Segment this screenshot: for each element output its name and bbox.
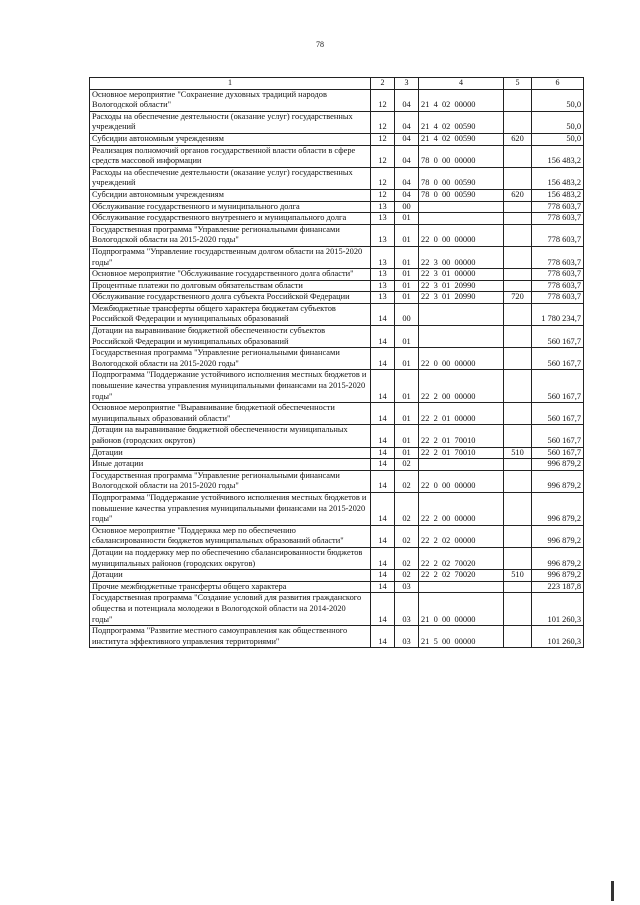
row-expense-type-cell (504, 348, 532, 370)
row-section-cell: 12 (371, 133, 395, 145)
table-row (90, 547, 584, 569)
table-row (90, 593, 584, 626)
row-amount-cell: 778 603,7 (532, 213, 584, 225)
row-section-cell: 13 (371, 269, 395, 281)
row-name-cell: Подпрограмма "Развитие местного самоуправления как общественного института эффективного управления территориями" (90, 626, 371, 648)
row-amount-cell: 50,0 (532, 133, 584, 145)
row-target-article-cell: 22 2 02 70020 (419, 547, 504, 569)
row-section-cell: 14 (371, 492, 395, 525)
row-name-cell: Основное мероприятие "Обслуживание государственного долга области" (90, 269, 371, 281)
row-target-article-cell: 22 3 00 00000 (419, 246, 504, 268)
row-subsection-cell: 04 (395, 145, 419, 167)
row-target-article-cell: 21 4 02 00590 (419, 111, 504, 133)
row-expense-type-cell (504, 269, 532, 281)
row-expense-type-cell (504, 525, 532, 547)
row-target-article-cell: 22 2 00 00000 (419, 492, 504, 525)
row-amount-cell: 996 879,2 (532, 525, 584, 547)
row-name-cell: Дотации на выравнивание бюджетной обеспеченности муниципальных районов (городских округов) (90, 425, 371, 447)
row-amount-cell: 778 603,7 (532, 246, 584, 268)
row-section-cell: 14 (371, 425, 395, 447)
row-target-article-cell: 22 2 01 00000 (419, 403, 504, 425)
row-target-article-cell: 22 0 00 00000 (419, 348, 504, 370)
row-amount-cell: 560 167,7 (532, 425, 584, 447)
row-target-article-cell (419, 303, 504, 325)
row-name-cell: Межбюджетные трансферты общего характера бюджетам субъектов Российской Федерации и муниципальных образований (90, 303, 371, 325)
table-row (90, 224, 584, 246)
row-section-cell: 12 (371, 89, 395, 111)
row-subsection-cell: 04 (395, 111, 419, 133)
row-expense-type-cell (504, 224, 532, 246)
row-section-cell: 12 (371, 111, 395, 133)
row-expense-type-cell (504, 326, 532, 348)
row-subsection-cell: 04 (395, 133, 419, 145)
col-header-expense-type: 5 (504, 78, 532, 90)
col-header-name: 1 (90, 78, 371, 90)
row-amount-cell: 101 260,3 (532, 626, 584, 648)
row-expense-type-cell (504, 593, 532, 626)
table-row (90, 459, 584, 471)
table-row (90, 145, 584, 167)
row-target-article-cell: 78 0 00 00000 (419, 145, 504, 167)
table-row (90, 525, 584, 547)
row-subsection-cell: 04 (395, 167, 419, 189)
row-subsection-cell: 01 (395, 224, 419, 246)
row-subsection-cell: 01 (395, 326, 419, 348)
row-expense-type-cell (504, 213, 532, 225)
row-target-article-cell: 21 5 00 00000 (419, 626, 504, 648)
row-target-article-cell: 22 2 02 00000 (419, 525, 504, 547)
row-target-article-cell: 22 2 00 00000 (419, 370, 504, 403)
row-name-cell: Государственная программа "Создание условий для развития гражданского общества и потенциала молодежи в Вологодской области на 2014-2020 годы" (90, 593, 371, 626)
row-name-cell: Обслуживание государственного и муниципального долга (90, 201, 371, 213)
row-target-article-cell: 21 4 02 00000 (419, 89, 504, 111)
row-expense-type-cell: 620 (504, 189, 532, 201)
col-header-target-article: 4 (419, 78, 504, 90)
row-section-cell: 14 (371, 326, 395, 348)
row-section-cell: 13 (371, 246, 395, 268)
row-expense-type-cell (504, 492, 532, 525)
row-amount-cell: 101 260,3 (532, 593, 584, 626)
row-amount-cell: 996 879,2 (532, 547, 584, 569)
row-target-article-cell: 22 0 00 00000 (419, 224, 504, 246)
row-amount-cell: 50,0 (532, 111, 584, 133)
row-section-cell: 12 (371, 189, 395, 201)
row-amount-cell: 223 187,8 (532, 581, 584, 593)
row-subsection-cell: 01 (395, 403, 419, 425)
row-section-cell: 14 (371, 459, 395, 471)
row-name-cell: Прочие межбюджетные трансферты общего характера (90, 581, 371, 593)
row-expense-type-cell (504, 89, 532, 111)
row-target-article-cell: 22 3 01 20990 (419, 292, 504, 304)
page-number: 78 (316, 40, 324, 49)
row-name-cell: Дотации на поддержку мер по обеспечению сбалансированности бюджетов муниципальных районов (городских округов) (90, 547, 371, 569)
row-subsection-cell: 02 (395, 459, 419, 471)
table-body (90, 89, 584, 648)
row-section-cell: 14 (371, 525, 395, 547)
row-amount-cell: 1 780 234,7 (532, 303, 584, 325)
row-name-cell: Государственная программа "Управление региональными финансами Вологодской области на 2015-2020 годы" (90, 348, 371, 370)
row-target-article-cell: 21 0 00 00000 (419, 593, 504, 626)
row-subsection-cell: 01 (395, 292, 419, 304)
row-subsection-cell: 01 (395, 370, 419, 403)
row-name-cell: Процентные платежи по долговым обязательствам области (90, 280, 371, 292)
table-header-row (90, 78, 584, 90)
table-row (90, 201, 584, 213)
col-header-amount: 6 (532, 78, 584, 90)
table-row (90, 303, 584, 325)
row-expense-type-cell (504, 145, 532, 167)
row-name-cell: Реализация полномочий органов государственной власти области в сфере средств массовой информации (90, 145, 371, 167)
row-subsection-cell: 02 (395, 470, 419, 492)
row-expense-type-cell (504, 581, 532, 593)
table-row (90, 348, 584, 370)
table-row (90, 470, 584, 492)
row-subsection-cell: 00 (395, 303, 419, 325)
row-name-cell: Основное мероприятие "Выравнивание бюджетной обеспеченности муниципальных образований области" (90, 403, 371, 425)
row-target-article-cell: 78 0 00 00590 (419, 189, 504, 201)
table-row (90, 492, 584, 525)
row-amount-cell: 778 603,7 (532, 280, 584, 292)
row-section-cell: 14 (371, 303, 395, 325)
row-expense-type-cell (504, 459, 532, 471)
row-expense-type-cell (504, 403, 532, 425)
row-subsection-cell: 03 (395, 593, 419, 626)
row-section-cell: 14 (371, 470, 395, 492)
row-subsection-cell: 02 (395, 492, 419, 525)
row-name-cell: Подпрограмма "Поддержание устойчивого исполнения местных бюджетов и повышение качества управления муниципальными финансами на 2015-2020 годы" (90, 492, 371, 525)
row-amount-cell: 778 603,7 (532, 201, 584, 213)
row-subsection-cell: 02 (395, 547, 419, 569)
row-expense-type-cell: 510 (504, 447, 532, 459)
row-name-cell: Государственная программа "Управление региональными финансами Вологодской области на 2015-2020 годы" (90, 470, 371, 492)
table-row (90, 213, 584, 225)
row-expense-type-cell (504, 280, 532, 292)
row-name-cell: Государственная программа "Управление региональными финансами Вологодской области на 2015-2020 годы" (90, 224, 371, 246)
row-subsection-cell: 01 (395, 425, 419, 447)
row-amount-cell: 156 483,2 (532, 167, 584, 189)
row-amount-cell: 778 603,7 (532, 269, 584, 281)
row-target-article-cell: 22 2 01 70010 (419, 425, 504, 447)
row-expense-type-cell: 620 (504, 133, 532, 145)
row-name-cell: Дотации на выравнивание бюджетной обеспеченности субъектов Российской Федерации и муниципальных образований (90, 326, 371, 348)
table-row (90, 425, 584, 447)
row-amount-cell: 778 603,7 (532, 292, 584, 304)
row-subsection-cell: 04 (395, 89, 419, 111)
col-header-subsection: 3 (395, 78, 419, 90)
table-row (90, 89, 584, 111)
row-amount-cell: 996 879,2 (532, 459, 584, 471)
row-name-cell: Обслуживание государственного долга субъекта Российской Федерации (90, 292, 371, 304)
row-amount-cell: 996 879,2 (532, 570, 584, 582)
table-row (90, 292, 584, 304)
table-row (90, 246, 584, 268)
row-amount-cell: 156 483,2 (532, 189, 584, 201)
row-section-cell: 13 (371, 280, 395, 292)
table-row (90, 280, 584, 292)
row-expense-type-cell (504, 547, 532, 569)
row-target-article-cell: 78 0 00 00590 (419, 167, 504, 189)
row-subsection-cell: 01 (395, 348, 419, 370)
row-expense-type-cell (504, 246, 532, 268)
row-subsection-cell: 02 (395, 525, 419, 547)
row-target-article-cell (419, 326, 504, 348)
table-row (90, 111, 584, 133)
row-section-cell: 13 (371, 224, 395, 246)
row-amount-cell: 996 879,2 (532, 470, 584, 492)
row-expense-type-cell: 720 (504, 292, 532, 304)
row-name-cell: Подпрограмма "Поддержание устойчивого исполнения местных бюджетов и повышение качества управления муниципальными финансами на 2015-2020 годы" (90, 370, 371, 403)
row-section-cell: 14 (371, 626, 395, 648)
row-expense-type-cell (504, 470, 532, 492)
row-section-cell: 14 (371, 593, 395, 626)
row-amount-cell: 50,0 (532, 89, 584, 111)
table-row (90, 133, 584, 145)
row-section-cell: 13 (371, 213, 395, 225)
row-expense-type-cell (504, 626, 532, 648)
table-row (90, 581, 584, 593)
row-subsection-cell: 02 (395, 570, 419, 582)
row-target-article-cell: 22 2 02 70020 (419, 570, 504, 582)
row-amount-cell: 560 167,7 (532, 370, 584, 403)
row-subsection-cell: 03 (395, 581, 419, 593)
row-expense-type-cell (504, 425, 532, 447)
row-amount-cell: 156 483,2 (532, 145, 584, 167)
table-row (90, 626, 584, 648)
row-name-cell: Субсидии автономным учреждениям (90, 189, 371, 201)
row-section-cell: 14 (371, 370, 395, 403)
row-amount-cell: 560 167,7 (532, 326, 584, 348)
row-subsection-cell: 01 (395, 280, 419, 292)
row-amount-cell: 996 879,2 (532, 492, 584, 525)
row-target-article-cell: 22 3 01 00000 (419, 269, 504, 281)
row-name-cell: Основное мероприятие "Поддержка мер по обеспечению сбалансированности бюджетов муниципальных образований области" (90, 525, 371, 547)
row-section-cell: 12 (371, 167, 395, 189)
row-name-cell: Обслуживание государственного внутреннего и муниципального долга (90, 213, 371, 225)
table-row (90, 447, 584, 459)
row-target-article-cell: 21 4 02 00590 (419, 133, 504, 145)
row-name-cell: Подпрограмма "Управление государственным долгом области на 2015-2020 годы" (90, 246, 371, 268)
row-name-cell: Основное мероприятие "Сохранение духовных традиций народов Вологодской области" (90, 89, 371, 111)
row-subsection-cell: 01 (395, 246, 419, 268)
row-target-article-cell: 22 2 01 70010 (419, 447, 504, 459)
row-section-cell: 14 (371, 581, 395, 593)
row-target-article-cell: 22 3 01 20990 (419, 280, 504, 292)
row-section-cell: 14 (371, 447, 395, 459)
table-row (90, 370, 584, 403)
row-target-article-cell (419, 201, 504, 213)
table-row (90, 570, 584, 582)
row-subsection-cell: 01 (395, 269, 419, 281)
row-amount-cell: 560 167,7 (532, 403, 584, 425)
row-expense-type-cell (504, 303, 532, 325)
table-row (90, 269, 584, 281)
row-section-cell: 14 (371, 403, 395, 425)
row-expense-type-cell (504, 167, 532, 189)
row-expense-type-cell (504, 201, 532, 213)
table-row (90, 189, 584, 201)
row-section-cell: 13 (371, 292, 395, 304)
row-expense-type-cell (504, 370, 532, 403)
row-amount-cell: 778 603,7 (532, 224, 584, 246)
row-name-cell: Расходы на обеспечение деятельности (оказание услуг) государственных учреждений (90, 111, 371, 133)
row-target-article-cell (419, 459, 504, 471)
budget-table (89, 77, 584, 648)
row-target-article-cell (419, 213, 504, 225)
row-amount-cell: 560 167,7 (532, 348, 584, 370)
row-name-cell: Дотации (90, 570, 371, 582)
row-target-article-cell: 22 0 00 00000 (419, 470, 504, 492)
row-section-cell: 13 (371, 201, 395, 213)
row-section-cell: 12 (371, 145, 395, 167)
row-name-cell: Дотации (90, 447, 371, 459)
row-name-cell: Расходы на обеспечение деятельности (оказание услуг) государственных учреждений (90, 167, 371, 189)
row-subsection-cell: 03 (395, 626, 419, 648)
row-expense-type-cell (504, 111, 532, 133)
table-row (90, 167, 584, 189)
row-name-cell: Иные дотации (90, 459, 371, 471)
table-row (90, 403, 584, 425)
row-amount-cell: 560 167,7 (532, 447, 584, 459)
row-section-cell: 14 (371, 348, 395, 370)
col-header-section: 2 (371, 78, 395, 90)
edge-mark (611, 881, 614, 901)
row-section-cell: 14 (371, 570, 395, 582)
row-expense-type-cell: 510 (504, 570, 532, 582)
row-name-cell: Субсидии автономным учреждениям (90, 133, 371, 145)
row-section-cell: 14 (371, 547, 395, 569)
row-subsection-cell: 04 (395, 189, 419, 201)
row-subsection-cell: 01 (395, 213, 419, 225)
row-subsection-cell: 00 (395, 201, 419, 213)
row-target-article-cell (419, 581, 504, 593)
table-row (90, 326, 584, 348)
row-subsection-cell: 01 (395, 447, 419, 459)
